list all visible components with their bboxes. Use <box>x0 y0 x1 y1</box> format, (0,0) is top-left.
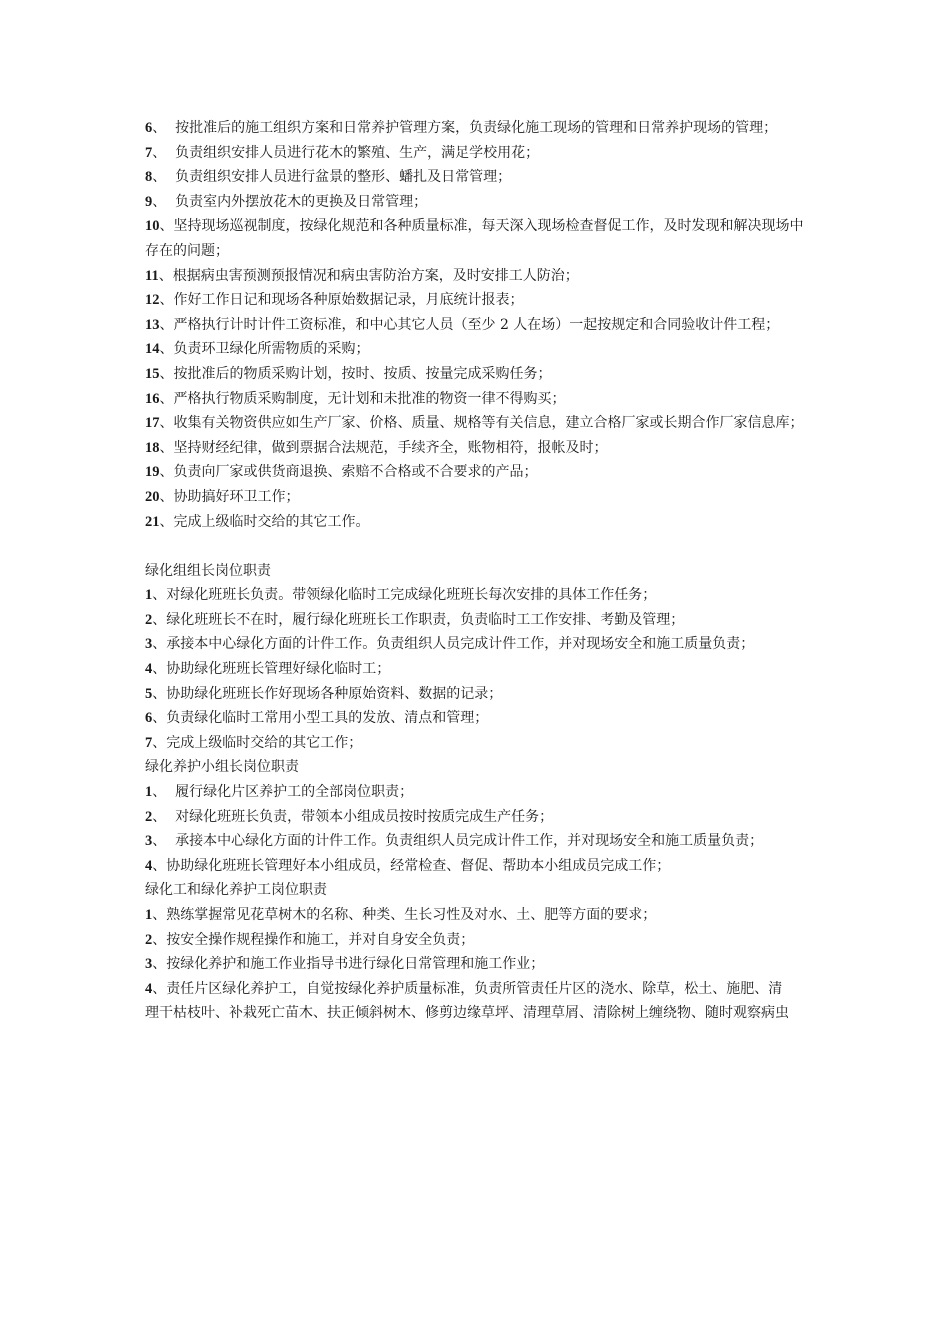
list-item: 3、按绿化养护和施工作业指导书进行绿化日常管理和施工作业； <box>145 956 545 973</box>
section-duties-list <box>145 116 811 534</box>
list-item: 18、坚持财经纪律，做到票据合法规范，手续齐全，账物相符，报帐及时； <box>145 439 608 456</box>
list-item: 10、坚持现场巡视制度，按绿化规范和各种质量标准，每天深入现场检查督促工作，及时发现和解决现场中存在的问题； <box>145 218 804 259</box>
list-item: 4、协助绿化班班长管理好本小组成员，经常检查、督促、帮助本小组成员完成工作； <box>145 857 671 874</box>
section-maintenance-team-leader <box>145 755 811 878</box>
list-item: 21、完成上级临时交给的其它工作。 <box>145 513 370 530</box>
list-item: 3、承接本中心绿化方面的计件工作。负责组织人员完成计件工作，并对现场安全和施工质量负责； <box>145 636 755 653</box>
list-item: 2、按安全操作规程操作和施工，并对自身安全负责； <box>145 931 475 948</box>
section-gardener-duties <box>145 878 811 1026</box>
section-heading: 绿化组组长岗位职责 <box>145 562 271 579</box>
list-item: 7、完成上级临时交给的其它工作； <box>145 734 363 751</box>
list-item: 14、负责环卫绿化所需物质的采购； <box>145 341 370 358</box>
document-page <box>145 116 811 1026</box>
list-item: 6、负责绿化临时工常用小型工具的发放、清点和管理； <box>145 710 489 727</box>
list-item: 2、绿化班班长不在时，履行绿化班班长工作职责，负责临时工工作安排、考勤及管理； <box>145 611 685 628</box>
list-item: 4、责任片区绿化养护工，自觉按绿化养护质量标准，负责所管责任片区的浇水、除草，松土、施肥、清 <box>145 980 783 997</box>
list-item: 15、按批准后的物质采购计划，按时、按质、按量完成采购任务； <box>145 365 552 382</box>
list-item: 11、根据病虫害预测预报情况和病虫害防治方案，及时安排工人防治； <box>145 267 579 284</box>
list-item: 1、 履行绿化片区养护工的全部岗位职责； <box>145 784 414 801</box>
list-item: 17、收集有关物资供应如生产厂家、价格、质量、规格等有关信息，建立合格厂家或长期合作厂家信息库； <box>145 415 804 432</box>
list-item: 13、严格执行计时计件工资标准，和中心其它人员（至少 2 人在场）一起按规定和合同验收计件工程； <box>145 316 780 333</box>
section-heading: 绿化养护小组长岗位职责 <box>145 759 299 776</box>
blank-line <box>145 534 811 559</box>
list-item: 1、熟练掌握常见花草树木的名称、种类、生长习性及对水、土、肥等方面的要求； <box>145 907 657 923</box>
list-item: 3、 承接本中心绿化方面的计件工作。负责组织人员完成计件工作，并对现场安全和施工质量负责； <box>145 833 764 850</box>
section-group-leader <box>145 559 811 756</box>
list-item: 19、负责向厂家或供货商退换、索赔不合格或不合要求的产品； <box>145 464 538 481</box>
list-item: 2、 对绿化班班长负责，带领本小组成员按时按质完成生产任务； <box>145 808 554 825</box>
list-item: 6、 按批准后的施工组织方案和日常养护管理方案，负责绿化施工现场的管理和日常养护现场的管理； <box>145 120 778 136</box>
section-heading: 绿化工和绿化养护工岗位职责 <box>145 882 327 899</box>
list-item: 9、 负责室内外摆放花木的更换及日常管理； <box>145 193 428 210</box>
list-item: 20、协助搞好环卫工作； <box>145 488 300 505</box>
paragraph-continuation: 理干枯枝叶、补栽死亡苗木、扶正倾斜树木、修剪边缘草坪、清理草屑、清除树上缠绕物、随时观察病虫 <box>145 1005 789 1022</box>
list-item: 16、严格执行物质采购制度，无计划和未批准的物资一律不得购买； <box>145 390 566 407</box>
list-item: 12、作好工作日记和现场各种原始数据记录，月底统计报表； <box>145 292 524 309</box>
list-item: 1、对绿化班班长负责。带领绿化临时工完成绿化班班长每次安排的具体工作任务； <box>145 587 657 604</box>
list-item: 4、协助绿化班班长管理好绿化临时工； <box>145 661 391 678</box>
list-item: 5、协助绿化班班长作好现场各种原始资料、数据的记录； <box>145 685 503 702</box>
list-item: 8、 负责组织安排人员进行盆景的整形、蟠扎及日常管理； <box>145 169 512 186</box>
list-item: 7、 负责组织安排人员进行花木的繁殖、生产，满足学校用花； <box>145 144 540 161</box>
